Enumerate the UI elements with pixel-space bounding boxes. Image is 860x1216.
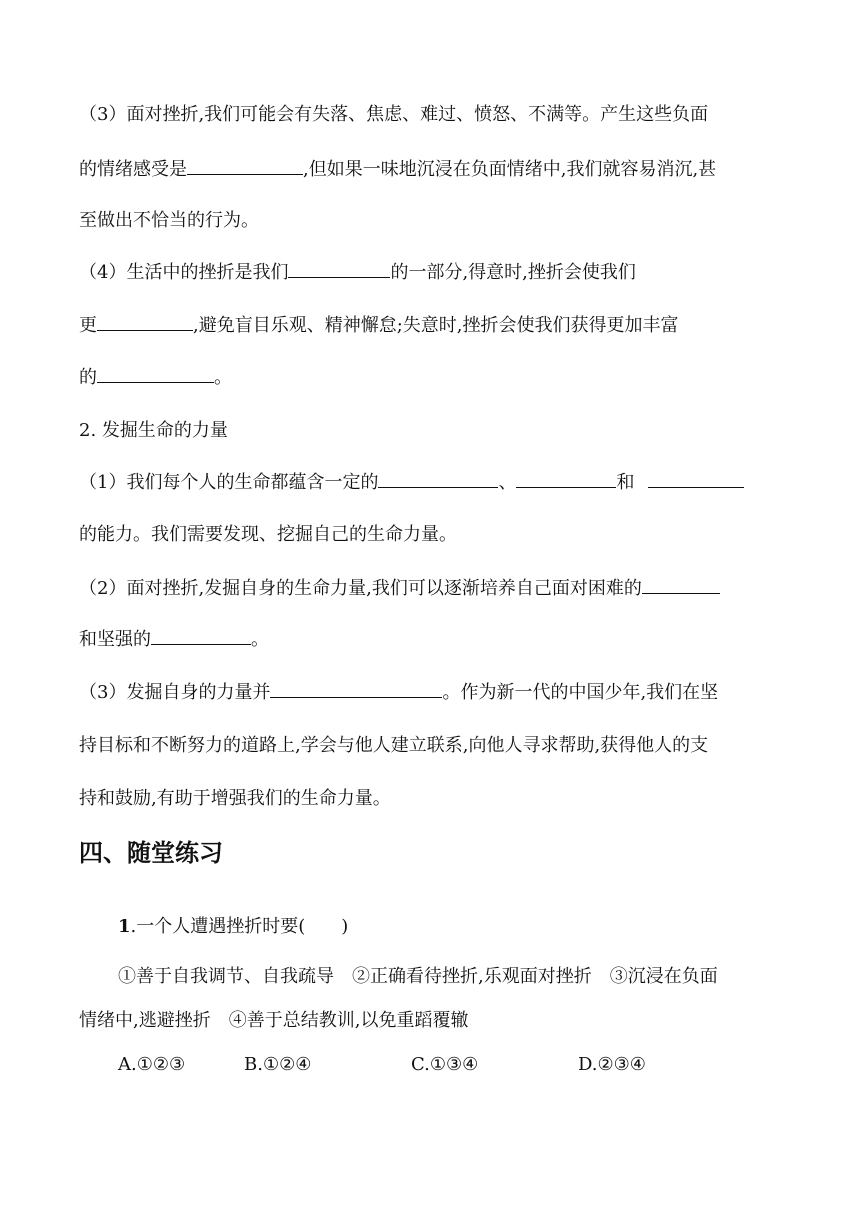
s2-item1-line1: （1）我们每个人的生命都蕴含一定的 、 和 (79, 470, 744, 496)
question-1-stem (118, 914, 348, 940)
item3-line1 (79, 102, 708, 128)
item3-text: ,但如果一味地沉浸在负面情绪中,我们就容易消沉,甚 (303, 159, 717, 180)
question-number: 1 (118, 916, 131, 937)
option-c[interactable]: C.①③④ (411, 1054, 479, 1075)
item3-line3 (79, 208, 259, 234)
item4-line3 (79, 365, 232, 391)
fill-blank[interactable] (378, 470, 498, 488)
item3-line2 (79, 157, 716, 183)
option-d[interactable]: D.②③④ (578, 1054, 646, 1075)
option-b[interactable]: B.①②④ (244, 1054, 312, 1075)
fill-blank[interactable] (270, 680, 442, 698)
question-1-statements-2: 情绪中,逃避挫折 ④善于总结教训,以免重蹈覆辙 (79, 1010, 469, 1031)
item3-text: 的情绪感受是 (79, 159, 187, 180)
item4-line2 (79, 313, 679, 339)
s2-item2-text: （2）面对挫折,发掘自身的生命力量,我们可以逐渐培养自己面对困难的 (79, 578, 642, 599)
s2-item1-line2 (79, 522, 457, 548)
practice-heading: 四、随堂练习 (79, 839, 223, 867)
s2-item1-text: 的能力。我们需要发现、挖掘自己的生命力量。 (79, 524, 457, 545)
item4-text: 的一部分,得意时,挫折会使我们 (390, 262, 636, 283)
fill-blank[interactable] (97, 365, 214, 383)
section2-title: 2. 发掘生命的力量 (79, 420, 228, 441)
fill-blank[interactable] (97, 313, 193, 331)
fill-blank[interactable] (187, 157, 303, 175)
s2-item3-line2 (79, 733, 708, 759)
s2-item1-text: （1）我们每个人的生命都蕴含一定的 (79, 472, 379, 493)
item4-text: 的 (79, 367, 97, 388)
s2-item2-text: 和坚强的 (79, 629, 151, 650)
s2-item3-text: 持和鼓励,有助于增强我们的生命力量。 (79, 788, 391, 809)
item4-text: ,避免盲目乐观、精神懈怠;失意时,挫折会使我们获得更加丰富 (193, 315, 679, 336)
item4-text: 。 (214, 367, 232, 388)
s2-item3-text: 持目标和不断努力的道路上,学会与他人建立联系,向他人寻求帮助,获得他人的支 (79, 735, 709, 756)
s2-item3-text: 。作为新一代的中国少年,我们在坚 (442, 682, 719, 703)
s2-item3-text: （3）发掘自身的力量并 (79, 682, 271, 703)
item4-line1 (79, 260, 636, 286)
s2-item2-line2: 和坚强的 。 (79, 629, 269, 650)
question-stem: .一个人遭遇挫折时要( ) (130, 916, 349, 937)
item3-text: （3）面对挫折,我们可能会有失落、焦虑、难过、愤怒、不满等。产生这些负面 (79, 104, 709, 125)
fill-blank[interactable] (516, 470, 616, 488)
s2-item3-line3 (79, 786, 391, 812)
question-1-statements-1: ①善于自我调节、自我疏导 ②正确看待挫折,乐观面对挫折 ③沉浸在负面 (118, 966, 718, 987)
item3-text: 至做出不恰当的行为。 (79, 210, 259, 231)
item4-text: 更 (79, 315, 97, 336)
fill-blank[interactable] (151, 627, 251, 645)
s2-item3-line1 (79, 680, 718, 706)
fill-blank[interactable] (648, 470, 744, 488)
fill-blank[interactable] (288, 260, 390, 278)
item4-text: （4）生活中的挫折是我们 (79, 262, 289, 283)
option-a[interactable]: A.①②③ (118, 1054, 186, 1075)
fill-blank[interactable] (642, 576, 720, 594)
s2-item2-line1 (79, 576, 720, 602)
